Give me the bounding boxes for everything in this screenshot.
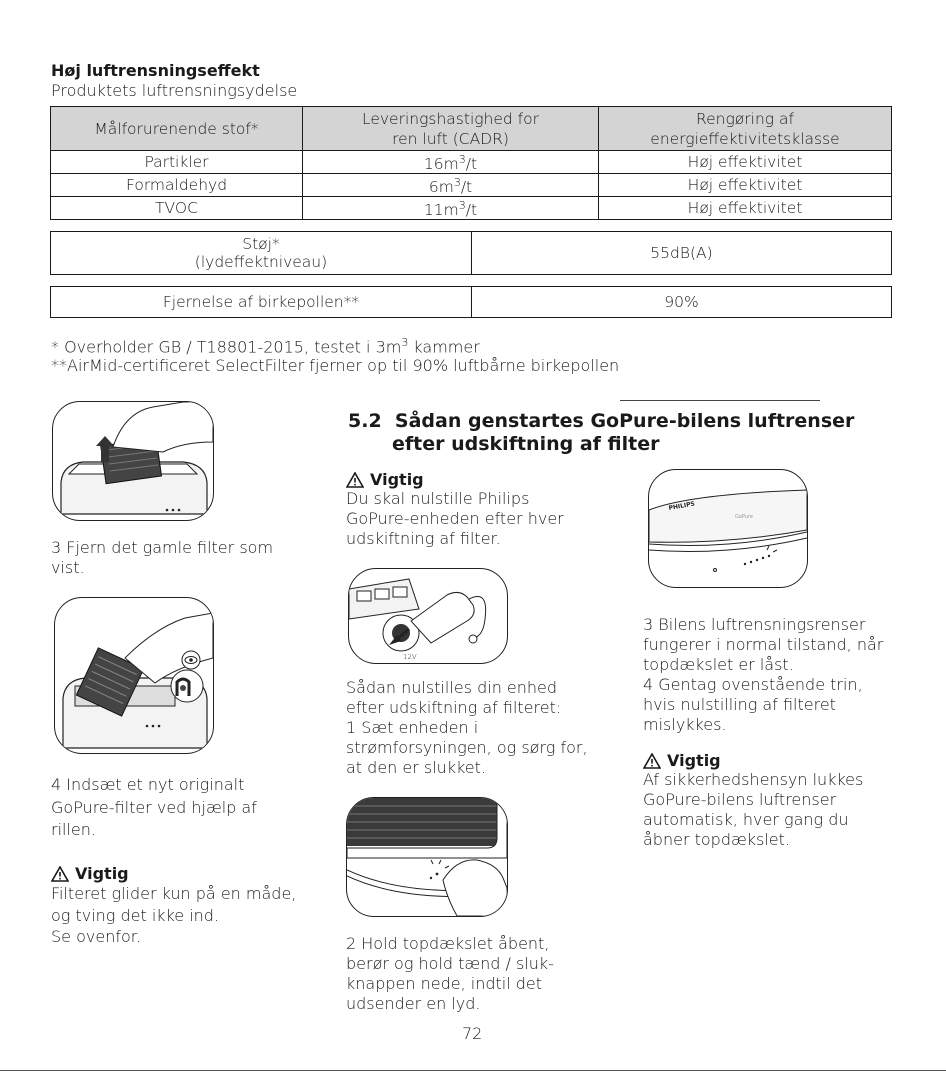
table-row [51,151,892,174]
footnote-1: * Overholder GB / T18801-2015, testet i $3m^3$ kammer [51,336,480,357]
page-title: Høj luftrensningseffekt [51,61,260,80]
table-header-pollutant: Målforurenende stof* [51,107,303,151]
table-cell-pollutant: TVOC [51,197,303,220]
table-cell-cadr: $16m^3/t$ [303,151,599,174]
noise-value: 55dB(A) [472,232,892,275]
mid-warning: Vigtig Du skal nulstille Philips GoPure-enheden efter hver udskiftning af filter. [346,470,564,548]
table-cell-class: Høj effektivitet [599,151,892,174]
device-closed-image [648,469,808,588]
left-step-3: 3 Fjern det gamle filter som vist. [51,538,274,577]
pollen-table [50,286,892,318]
remove-filter-image [52,401,214,521]
pollen-value: 90% [472,287,892,318]
page-number: 72 [462,1024,483,1043]
table-row [51,174,892,197]
table-row [51,197,892,220]
footnote-2: **AirMid-certificeret SelectFilter fjerner op til 90% luftbårne birkepollen [51,356,620,375]
warning-triangle-icon [51,866,69,882]
left-step-4: 4 Indsæt et nyt originalt GoPure-filter ved hjælp af rillen. [51,775,257,839]
table-header-row [51,107,892,151]
table-cell-cadr: $11m^3/t$ [303,197,599,220]
bottom-rule [0,1070,946,1071]
svg-text:PHILIPS: PHILIPS [668,500,696,512]
pollen-label: Fjernelse af birkepollen** [51,287,472,318]
insert-filter-image [54,597,214,754]
table-header-cadr: Leveringshastighed for ren luft (CADR) [303,107,599,151]
table-cell-class: Høj effektivitet [599,197,892,220]
table-cell-pollutant: Formaldehyd [51,174,303,197]
table-cell-pollutant: Partikler [51,151,303,174]
section-title: 5.2 Sådan genstartes GoPure-bilens luftrenser efter udskiftning af filter [348,410,855,455]
press-button-image [346,797,508,917]
warning-triangle-icon [346,472,364,488]
noise-table [50,231,892,275]
noise-label: Støj* (lydeffektniveau) [51,232,472,275]
table-row [51,287,892,318]
mid-step-2: 2 Hold topdækslet åbent, berør og hold tænd / sluk- knappen nede, indtil det udsender en lyd. [346,934,554,1013]
mid-warning-title: Vigtig [370,470,424,489]
performance-table [50,106,892,220]
svg-text:12V: 12V [403,653,417,661]
page-subtitle: Produktets luftrensningsydelse [51,81,298,100]
left-warning: Vigtig Filteret glider kun på en måde, og tving det ikke ind. Se ovenfor. [51,864,297,946]
section-rule [620,400,820,401]
reset-instructions: Sådan nulstilles din enhed efter udskiftning af filteret: 1 Sæt enheden i strømforsyningen, og sørg for, at den er slukket. [346,678,588,777]
svg-text:GoPure: GoPure [735,514,754,520]
table-cell-class: Høj effektivitet [599,174,892,197]
right-warning: Vigtig Af sikkerhedshensyn lukkes GoPure-bilens luftrenser automatisk, hver gang du åbner topdækslet. [643,751,864,849]
left-warning-title: Vigtig [75,864,129,883]
warning-triangle-icon [643,753,661,769]
table-row [51,232,892,275]
plug-in-image [348,568,508,664]
right-steps: 3 Bilens luftrensningsrenser fungerer i normal tilstand, når topdækslet er låst. 4 Gentag ovenstående trin, hvis nulstilling af filteret mislykkes. [643,615,884,734]
right-warning-title: Vigtig [667,751,721,770]
table-header-class: Rengøring af energieffektivitetsklasse [599,107,892,151]
table-cell-cadr: $6m^3/t$ [303,174,599,197]
